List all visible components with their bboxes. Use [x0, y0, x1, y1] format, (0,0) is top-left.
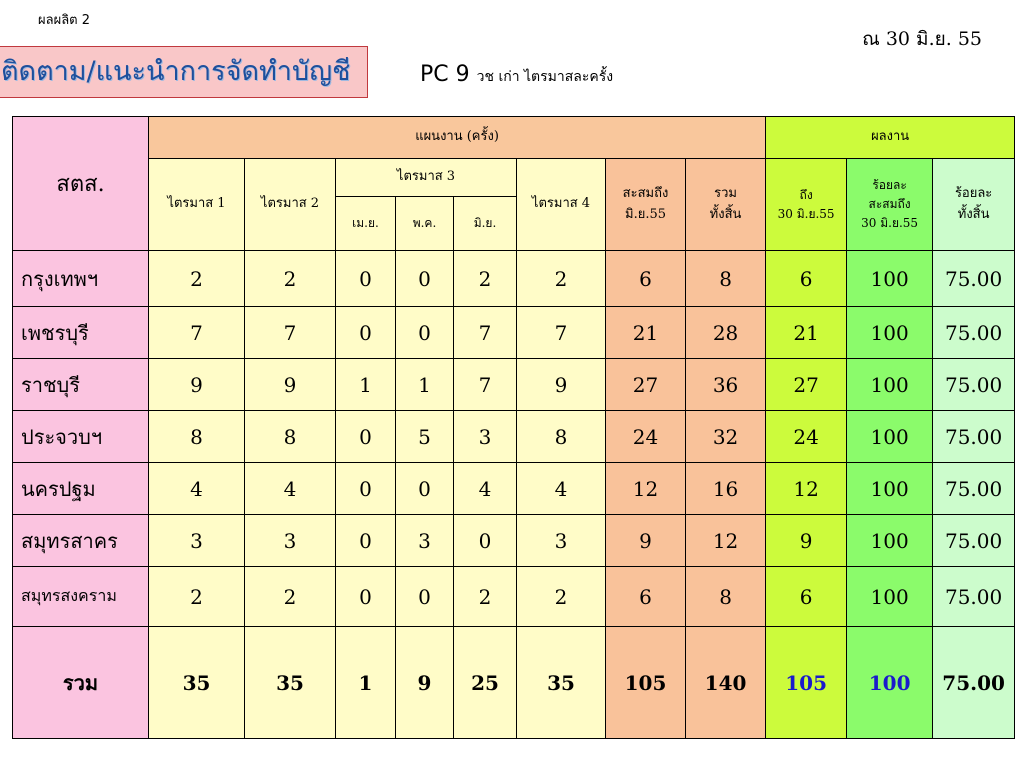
table-row: [13, 567, 1015, 627]
subtitle: [420, 62, 613, 88]
total-pct-cumulative: 100: [847, 627, 933, 739]
cell-jun: 0: [454, 515, 517, 567]
total-apr: 1: [336, 627, 396, 739]
cell-q1: 8: [149, 411, 245, 463]
table-row: [13, 307, 1015, 359]
cell-q4: 9: [517, 359, 606, 411]
cell-q2: 4: [245, 463, 336, 515]
cell-jun: 4: [454, 463, 517, 515]
output-label: ผลผลิต 2: [38, 13, 91, 28]
total-q2: 35: [245, 627, 336, 739]
header-result-group: ผลงาน: [766, 117, 1015, 159]
header-done-line1: ถึง: [799, 187, 813, 202]
cell-q2: 9: [245, 359, 336, 411]
cell-done: 9: [766, 515, 847, 567]
cell-pct-cumulative: 100: [847, 307, 933, 359]
office-name: ประจวบฯ: [13, 411, 149, 463]
cell-apr: 1: [336, 359, 396, 411]
office-name: นครปฐม: [13, 463, 149, 515]
cell-cumulative: 21: [606, 307, 686, 359]
cell-q2: 2: [245, 567, 336, 627]
cell-cumulative: 24: [606, 411, 686, 463]
header-q4: ไตรมาส 4: [517, 159, 606, 251]
cell-done: 6: [766, 251, 847, 307]
cell-q1: 2: [149, 251, 245, 307]
cell-jun: 7: [454, 359, 517, 411]
header-done-line2: 30 มิ.ย.55: [777, 206, 835, 221]
cell-q1: 2: [149, 567, 245, 627]
cell-apr: 0: [336, 463, 396, 515]
cell-total: 36: [686, 359, 766, 411]
office-name: สมุทรสาคร: [13, 515, 149, 567]
report-date: ณ 30 มิ.ย. 55: [862, 28, 982, 50]
cell-pct-cumulative: 100: [847, 411, 933, 463]
total-done: 105: [766, 627, 847, 739]
cell-pct-total: 75.00: [933, 515, 1015, 567]
header-pct-total-line1: ร้อยละ: [954, 186, 993, 202]
cell-q1: 3: [149, 515, 245, 567]
header-total: [686, 159, 766, 251]
page-title: ติดตาม/แนะนำการจัดทำบัญชี: [1, 56, 351, 87]
cell-done: 21: [766, 307, 847, 359]
cell-pct-total: 75.00: [933, 463, 1015, 515]
cell-jun: 3: [454, 411, 517, 463]
header-cumulative-line2: มิ.ย.55: [625, 206, 666, 222]
cell-jun: 2: [454, 567, 517, 627]
cell-cumulative: 9: [606, 515, 686, 567]
cell-jun: 2: [454, 251, 517, 307]
total-cumulative: 105: [606, 627, 686, 739]
header-q3: ไตรมาส 3: [336, 159, 517, 197]
cell-cumulative: 12: [606, 463, 686, 515]
total-q4: 35: [517, 627, 606, 739]
subtitle-detail: วช เก่า ไตรมาสละครั้ง: [476, 69, 614, 85]
office-name: ราชบุรี: [13, 359, 149, 411]
cell-q1: 7: [149, 307, 245, 359]
header-total-line1: รวม: [714, 186, 737, 202]
cell-may: 3: [396, 515, 454, 567]
cell-pct-total: 75.00: [933, 307, 1015, 359]
cell-done: 6: [766, 567, 847, 627]
total-row: [13, 627, 1015, 739]
total-label: รวม: [13, 627, 149, 739]
cell-may: 1: [396, 359, 454, 411]
cell-q1: 9: [149, 359, 245, 411]
cell-may: 0: [396, 251, 454, 307]
header-cumulative: [606, 159, 686, 251]
cell-q4: 3: [517, 515, 606, 567]
cell-q4: 2: [517, 567, 606, 627]
cell-q2: 3: [245, 515, 336, 567]
header-month-may: พ.ค.: [396, 197, 454, 251]
header-month-jun: มิ.ย.: [454, 197, 517, 251]
cell-pct-total: 75.00: [933, 251, 1015, 307]
cell-done: 12: [766, 463, 847, 515]
cell-q1: 4: [149, 463, 245, 515]
cell-pct-total: 75.00: [933, 567, 1015, 627]
header-total-line2: ทั้งสิ้น: [709, 206, 742, 222]
cell-apr: 0: [336, 307, 396, 359]
cell-cumulative: 6: [606, 567, 686, 627]
cell-total: 28: [686, 307, 766, 359]
cell-pct-cumulative: 100: [847, 567, 933, 627]
cell-pct-cumulative: 100: [847, 359, 933, 411]
cell-q4: 8: [517, 411, 606, 463]
cell-done: 24: [766, 411, 847, 463]
total-total: 140: [686, 627, 766, 739]
cell-pct-cumulative: 100: [847, 515, 933, 567]
cell-q2: 7: [245, 307, 336, 359]
cell-total: 16: [686, 463, 766, 515]
cell-apr: 0: [336, 411, 396, 463]
cell-may: 5: [396, 411, 454, 463]
cell-q2: 8: [245, 411, 336, 463]
office-name: สมุทรสงคราม: [13, 567, 149, 627]
cell-q4: 7: [517, 307, 606, 359]
header-pct-total-line2: ทั้งสิ้น: [957, 206, 990, 222]
table-row: [13, 463, 1015, 515]
office-name: เพชรบุรี: [13, 307, 149, 359]
table-row: [13, 359, 1015, 411]
header-pct-cum-line3: 30 มิ.ย.55: [861, 216, 919, 230]
cell-may: 0: [396, 567, 454, 627]
header-cumulative-line1: สะสมถึง: [622, 186, 669, 202]
cell-total: 32: [686, 411, 766, 463]
cell-cumulative: 6: [606, 251, 686, 307]
header-plan-group: แผนงาน (ครั้ง): [149, 117, 766, 159]
header-pct-total: [933, 159, 1015, 251]
table-row: [13, 411, 1015, 463]
cell-apr: 0: [336, 515, 396, 567]
cell-pct-cumulative: 100: [847, 251, 933, 307]
cell-jun: 7: [454, 307, 517, 359]
header-pct-cum-line1: ร้อยละ: [872, 178, 907, 192]
header-pct-cum-line2: สะสมถึง: [868, 197, 911, 211]
office-name: กรุงเทพฯ: [13, 251, 149, 307]
cell-may: 0: [396, 463, 454, 515]
header-month-apr: เม.ย.: [336, 197, 396, 251]
header-q2: ไตรมาส 2: [245, 159, 336, 251]
subtitle-pc: PC 9: [420, 62, 477, 87]
total-may: 9: [396, 627, 454, 739]
total-pct-total: 75.00: [933, 627, 1015, 739]
cell-q2: 2: [245, 251, 336, 307]
cell-apr: 0: [336, 567, 396, 627]
cell-total: 12: [686, 515, 766, 567]
cell-pct-cumulative: 100: [847, 463, 933, 515]
cell-q4: 2: [517, 251, 606, 307]
title-banner: [0, 46, 368, 98]
header-pct-cumulative: [847, 159, 933, 251]
cell-cumulative: 27: [606, 359, 686, 411]
results-table: [12, 116, 1015, 739]
table-row: [13, 515, 1015, 567]
header-done-to-date: [766, 159, 847, 251]
cell-done: 27: [766, 359, 847, 411]
header-office: สตส.: [13, 117, 149, 251]
cell-pct-total: 75.00: [933, 359, 1015, 411]
cell-total: 8: [686, 567, 766, 627]
cell-apr: 0: [336, 251, 396, 307]
table-row: [13, 251, 1015, 307]
cell-pct-total: 75.00: [933, 411, 1015, 463]
table-body: [13, 251, 1015, 627]
total-q1: 35: [149, 627, 245, 739]
header-q1: ไตรมาส 1: [149, 159, 245, 251]
total-jun: 25: [454, 627, 517, 739]
cell-total: 8: [686, 251, 766, 307]
cell-may: 0: [396, 307, 454, 359]
cell-q4: 4: [517, 463, 606, 515]
